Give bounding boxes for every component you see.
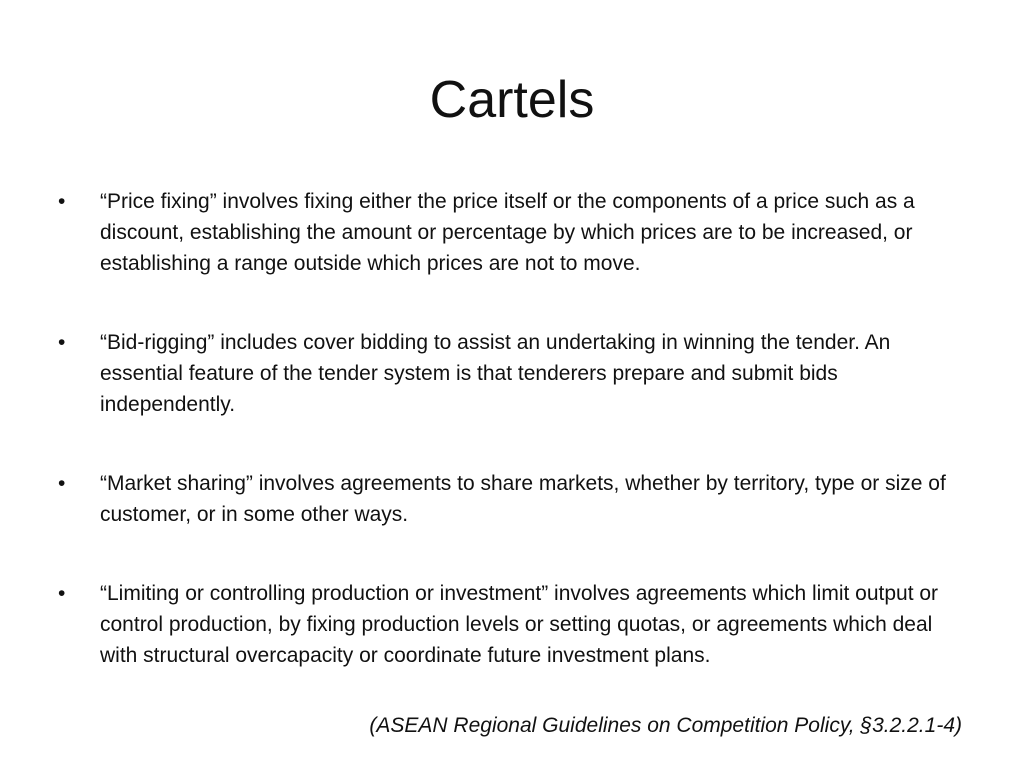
bullet-marker: • [58,331,66,354]
slide-title: Cartels [429,71,595,129]
bullet-marker: • [58,190,66,213]
bullet-marker: • [58,582,66,605]
citation: (ASEAN Regional Guidelines on Competition Policy, §3.2.2.1-4) [369,714,962,737]
bullet-marker: • [58,472,66,495]
bullet-text: “Price fixing” involves fixing either the price itself or the components of a price such as a discount, establishing the amount or percentage by which prices are to be increased, or establishing a range outside which prices are not to move. [100,190,915,275]
bullet-text: “Limiting or controlling production or investment” involves agreements which limit output or control production, by fixing production levels or setting quotas, or agreements which deal with structural overcapacity or coordinate future investment plans. [100,582,939,667]
bullet-text: “Market sharing” involves agreements to share markets, whether by territory, type or size of customer, or in some other ways. [100,472,946,526]
bullet-text: “Bid-rigging” includes cover bidding to assist an undertaking in winning the tender. An essential feature of the tender system is that tenderers prepare and submit bids independently. [100,331,891,416]
